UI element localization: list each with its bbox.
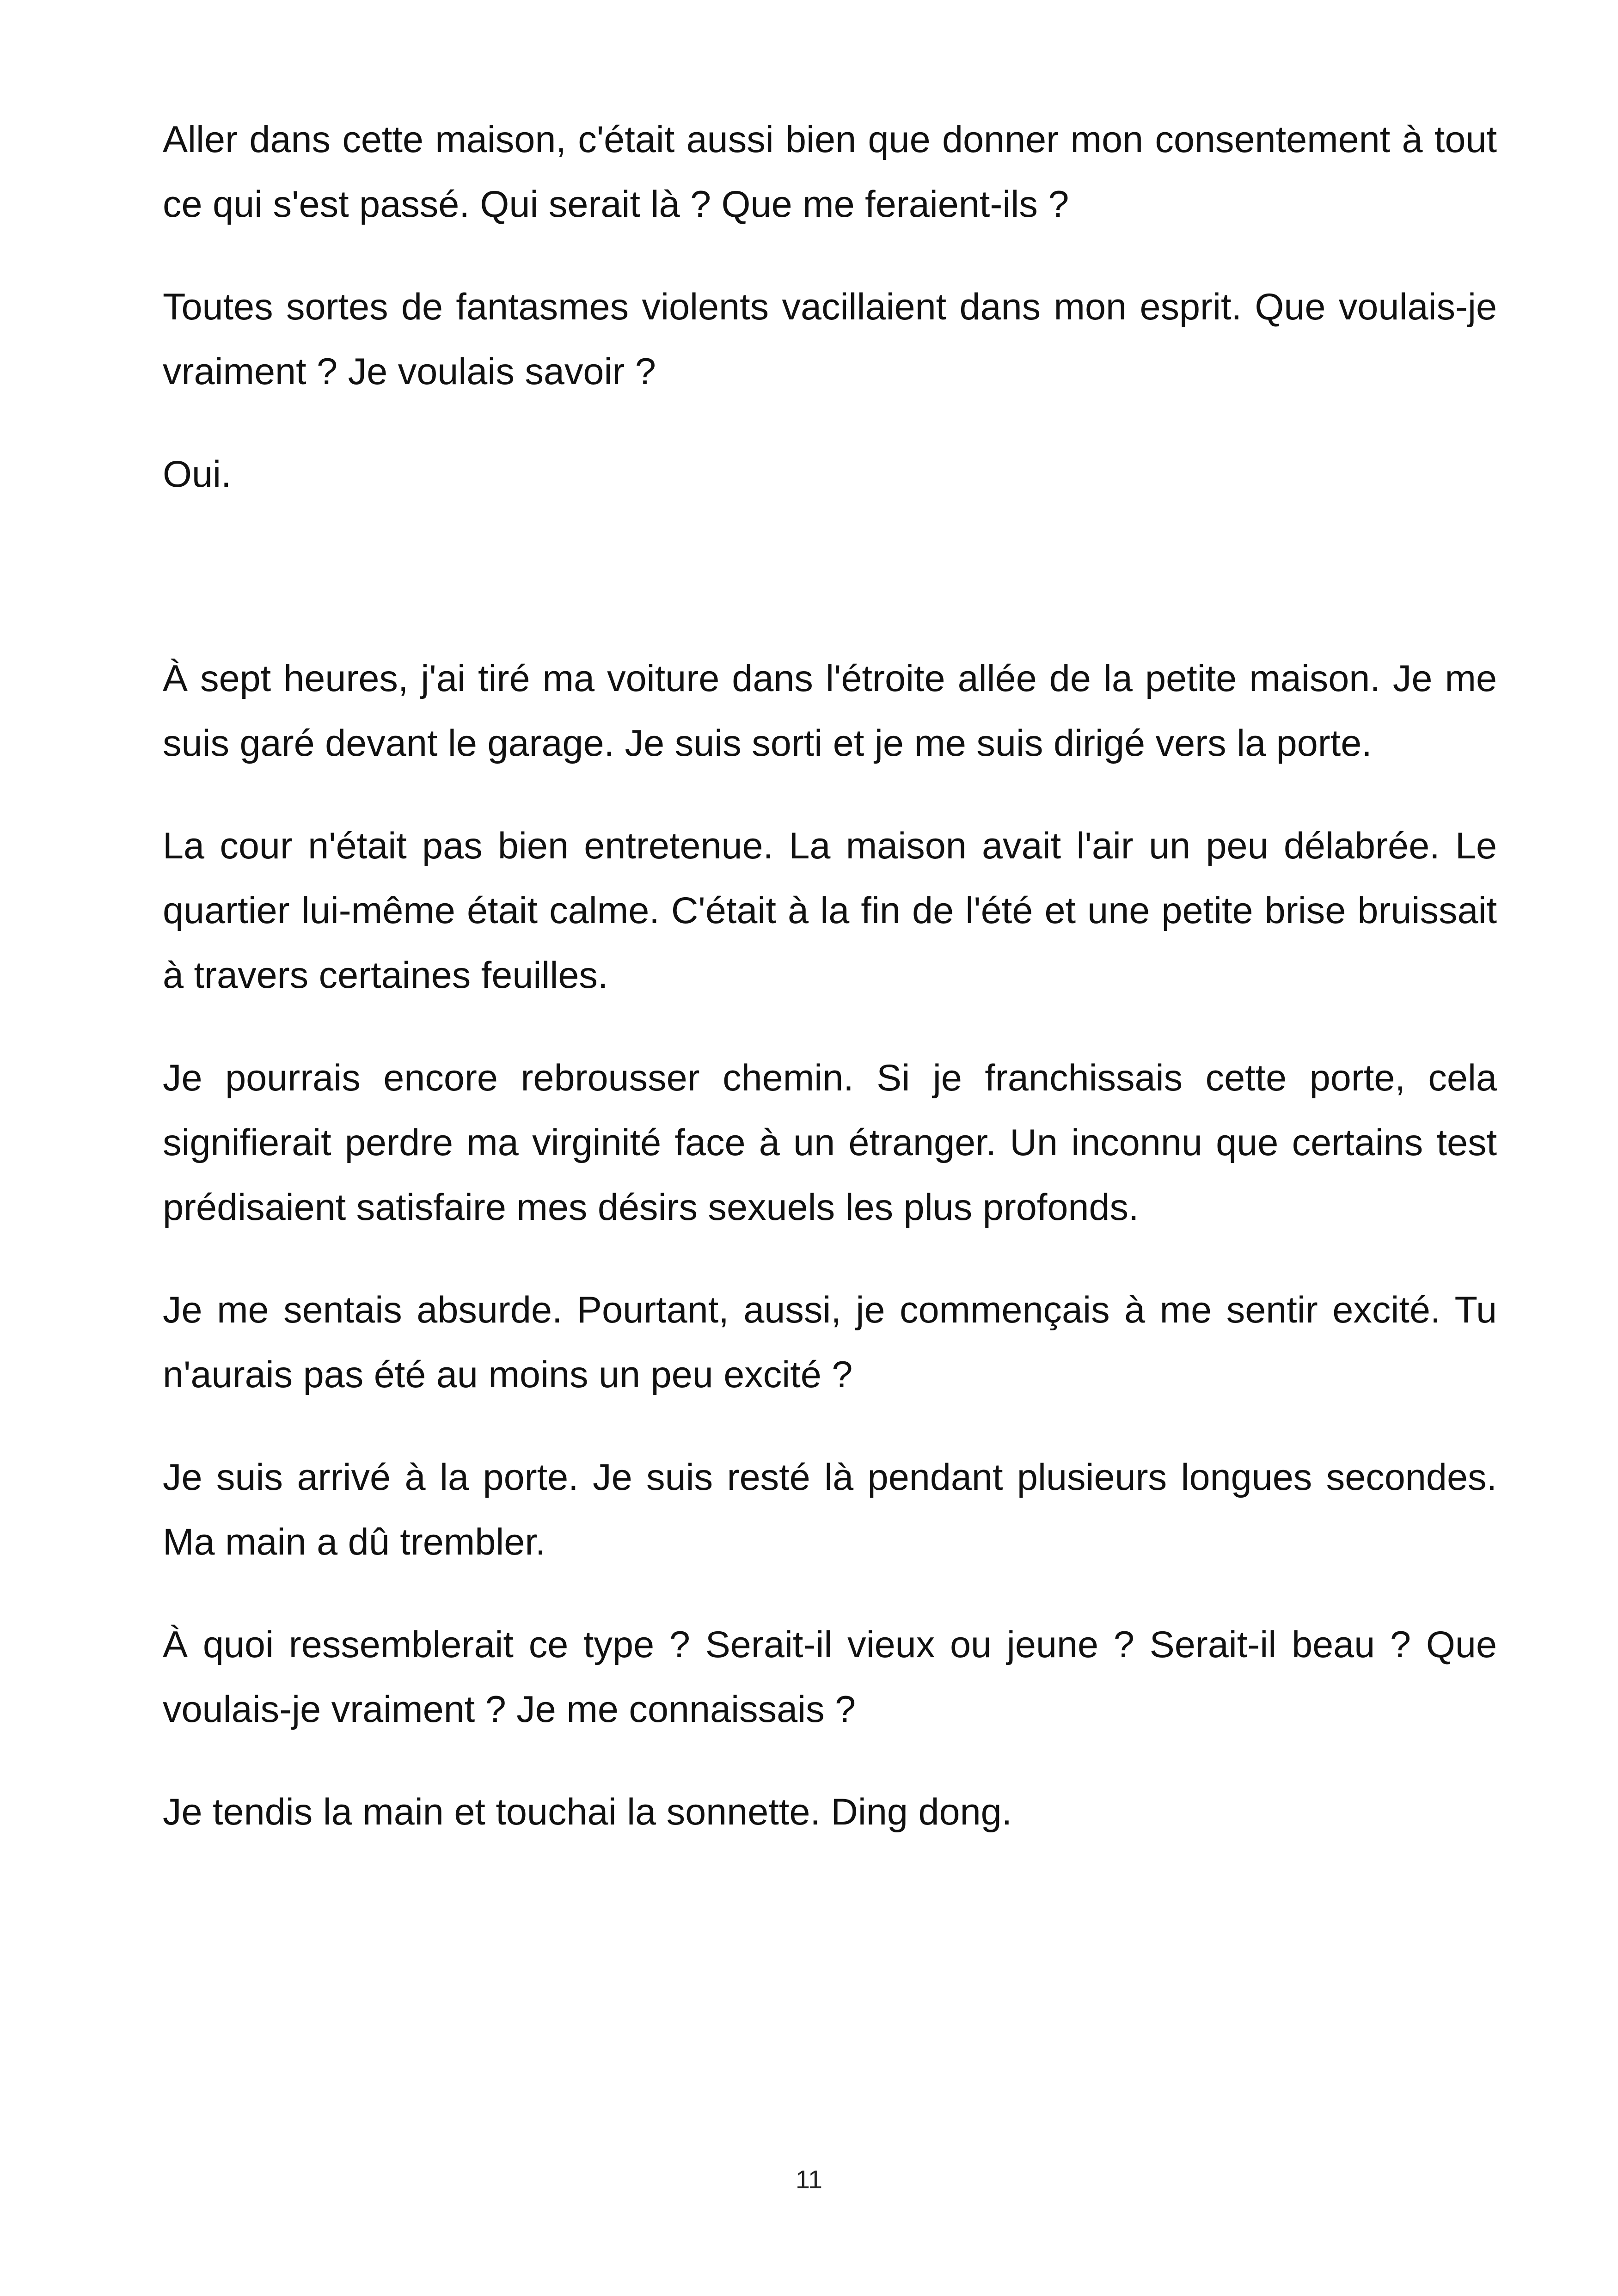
paragraph: À quoi ressemblerait ce type ? Serait-il vieux ou jeune ? Serait-il beau ? Que voulais-je vraiment ? Je me connaissais ? — [163, 1624, 1497, 1730]
paragraph: La cour n'était pas bien entretenue. La maison avait l'air un peu délabrée. Le quartier lui-même était calme. C'était à la fin de l'été et une petite brise bruissait à travers certaines feuilles. — [163, 825, 1497, 996]
paragraph: Je me sentais absurde. Pourtant, aussi, je commençais à me sentir excité. Tu n'aurais pas été au moins un peu excité ? — [163, 1289, 1497, 1396]
section-break — [163, 545, 1497, 646]
paragraph: À sept heures, j'ai tiré ma voiture dans l'étroite allée de la petite maison. Je me suis garé devant le garage. Je suis sorti et je me suis dirigé vers la porte. — [163, 658, 1497, 764]
paragraph: Je pourrais encore rebrousser chemin. Si je franchissais cette porte, cela signifierait perdre ma virginité face à un étranger. Un inconnu que certains test prédisaient satisfaire mes désirs sexuels les plus profonds. — [163, 1057, 1497, 1228]
paragraph: Oui. — [163, 453, 232, 495]
paragraph: Je tendis la main et touchai la sonnette. Ding dong. — [163, 1791, 1012, 1833]
paragraph: Je suis arrivé à la porte. Je suis resté là pendant plusieurs longues secondes. Ma main a dû trembler. — [163, 1457, 1497, 1563]
body-text — [163, 107, 1497, 1882]
paragraph: Toutes sortes de fantasmes violents vacillaient dans mon esprit. Que voulais-je vraiment ? Je voulais savoir ? — [163, 286, 1497, 392]
paragraph: Aller dans cette maison, c'était aussi bien que donner mon consentement à tout ce qui s'est passé. Qui serait là ? Que me feraient-ils ? — [163, 119, 1497, 225]
page-number: 11 — [795, 2165, 823, 2194]
